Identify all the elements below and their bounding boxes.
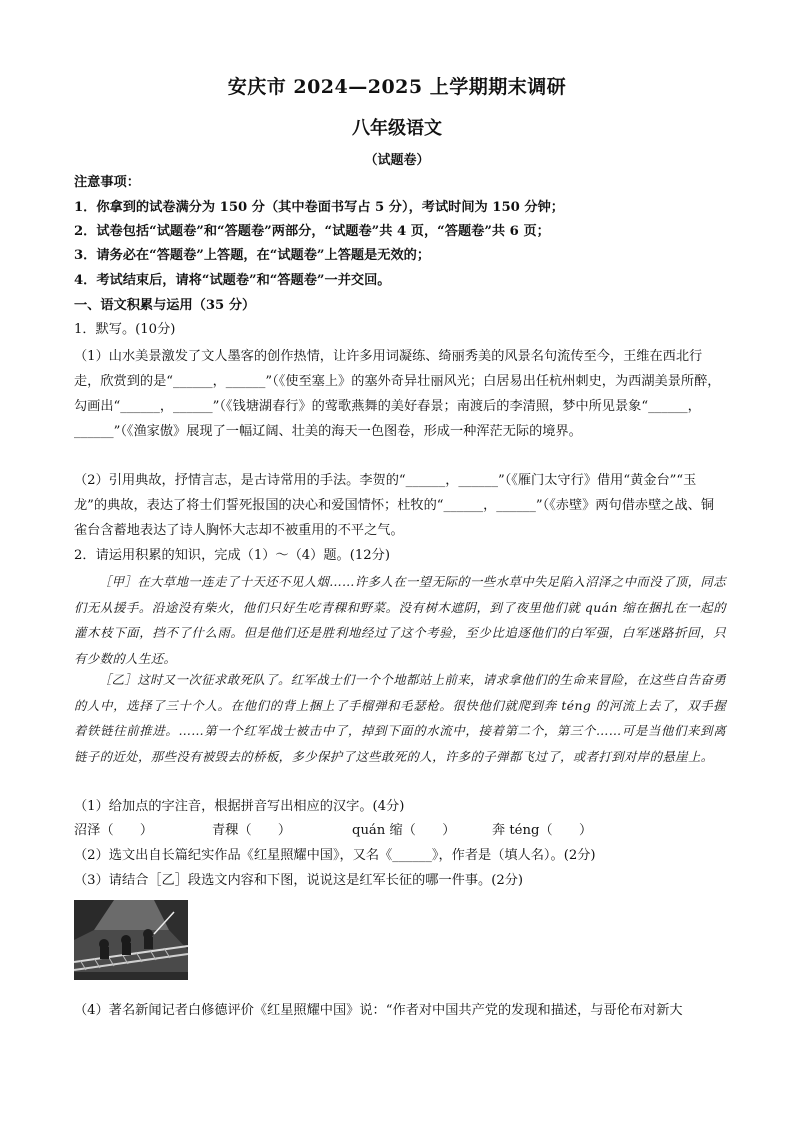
q2-sub4: （4）著名新闻记者白修德评价《红星照耀中国》说：“作者对中国共产党的发现和描述，与哥伦布对新大 (74, 1003, 683, 1018)
pinyin-item-3: quán 缩（ ） (352, 823, 456, 838)
q1-part1: （1）山水美景激发了文人墨客的创作热情，让许多用词凝练、绮丽秀美的风景名句流传至今，王维在西北行走，欣赏到的是“______，______”（《使至塞上》的塞外奇异壮丽风光；白居易出任杭州刺史，为西湖美景所醉，勾画出“______，______”（《钱塘湖春行》的莺歌燕舞的美好春景；南渡后的李清照，梦中所见景象“______，______”（《渔家傲》展现了一幅辽阔、壮美的海天一色图卷，形成一种浑茫无际的境界。 (74, 349, 721, 439)
exam-title: 安庆市 2024—2025 上学期期末调研 (227, 76, 567, 98)
bridge-woodcut-illustration (74, 900, 188, 980)
q2-sub1: （1）给加点的字注音，根据拼音写出相应的汉字。(4分) (74, 799, 405, 814)
notice-item-4: 4．考试结束后，请将“试题卷”和“答题卷”一并交回。 (74, 273, 391, 288)
pinyin-item-2: 青稞（ ） (212, 823, 292, 838)
notice-item-3: 3．请务必在“答题卷”上答题，在“试题卷”上答题是无效的； (74, 248, 431, 263)
pinyin-item-1: 沼泽（ ） (74, 823, 154, 838)
passage-jia: ［甲］在大草地一连走了十天还不见人烟……许多人在一望无际的一些水草中失足陷入沼泽之中而没了顶，同志们无从援手。沿途没有柴火，他们只好生吃青稞和野菜。没有树木遮阴，到了夜里他们就 quán 缩在捆扎在一起的灌木枝下面，挡不了什么雨。但是他们还是胜利地经过了这个考验，至少比追逐他们的白军强，白军迷路折回，只有少数的人生还。 (74, 574, 726, 666)
notice-item-2: 2．试卷包括“试题卷”和“答题卷”两部分，“试题卷”共 4 页，“答题卷”共 6 页； (74, 224, 550, 239)
exam-subtitle: 八年级语文 (352, 118, 442, 139)
paper-type: （试题卷） (364, 153, 430, 168)
q1-title: 1．默写。(10分) (74, 322, 176, 337)
long-march-bridge-image (74, 900, 188, 980)
section-1-heading: 一、语文积累与运用（35 分） (74, 298, 256, 313)
q2-sub3: （3）请结合［乙］段选文内容和下图，说说这是红军长征的哪一件事。(2分) (74, 873, 524, 888)
q1-part2: （2）引用典故，抒情言志，是古诗常用的手法。李贺的“______，______”（《雁门太守行》借用“黄金台”“玉龙”的典故，表达了将士们誓死报国的决心和爱国情怀；杜牧的“______，______”（《赤壁》两句借赤壁之战、铜雀台含蓄地表达了诗人胸怀大志却不被重用的不平之气。 (74, 473, 715, 538)
notice-heading: 注意事项： (74, 175, 140, 190)
notice-item-1: 1．你拿到的试卷满分为 150 分（其中卷面书写占 5 分），考试时间为 150 分钟； (74, 200, 564, 215)
q2-sub2: （2）选文出自长篇纪实作品《红星照耀中国》，又名《______》，作者是（填人名）。(2分) (74, 848, 596, 863)
q2-title: 2．请运用积累的知识，完成（1）～（4）题。(12分) (74, 548, 390, 563)
passage-yi: ［乙］这时又一次征求敢死队了。红军战士们一个个地都站上前来，请求拿他们的生命来冒险，在这些自告奋勇的人中，选择了三十个人。在他们的背上捆上了手榴弹和毛瑟枪。很快他们就爬到奔 téng 的河流上去了，双手握着铁链往前推进。……第一个红军战士被击中了，掉到下面的水流中，接着第二个，第三个……可是当他们来到离链子的近处，那些没有被毁去的桥板，多少保护了这些敢死的人，许多的子弹都飞过了，或者打到对岸的悬崖上。 (74, 672, 726, 764)
pinyin-item-4: 奔 téng（ ） (492, 823, 593, 838)
